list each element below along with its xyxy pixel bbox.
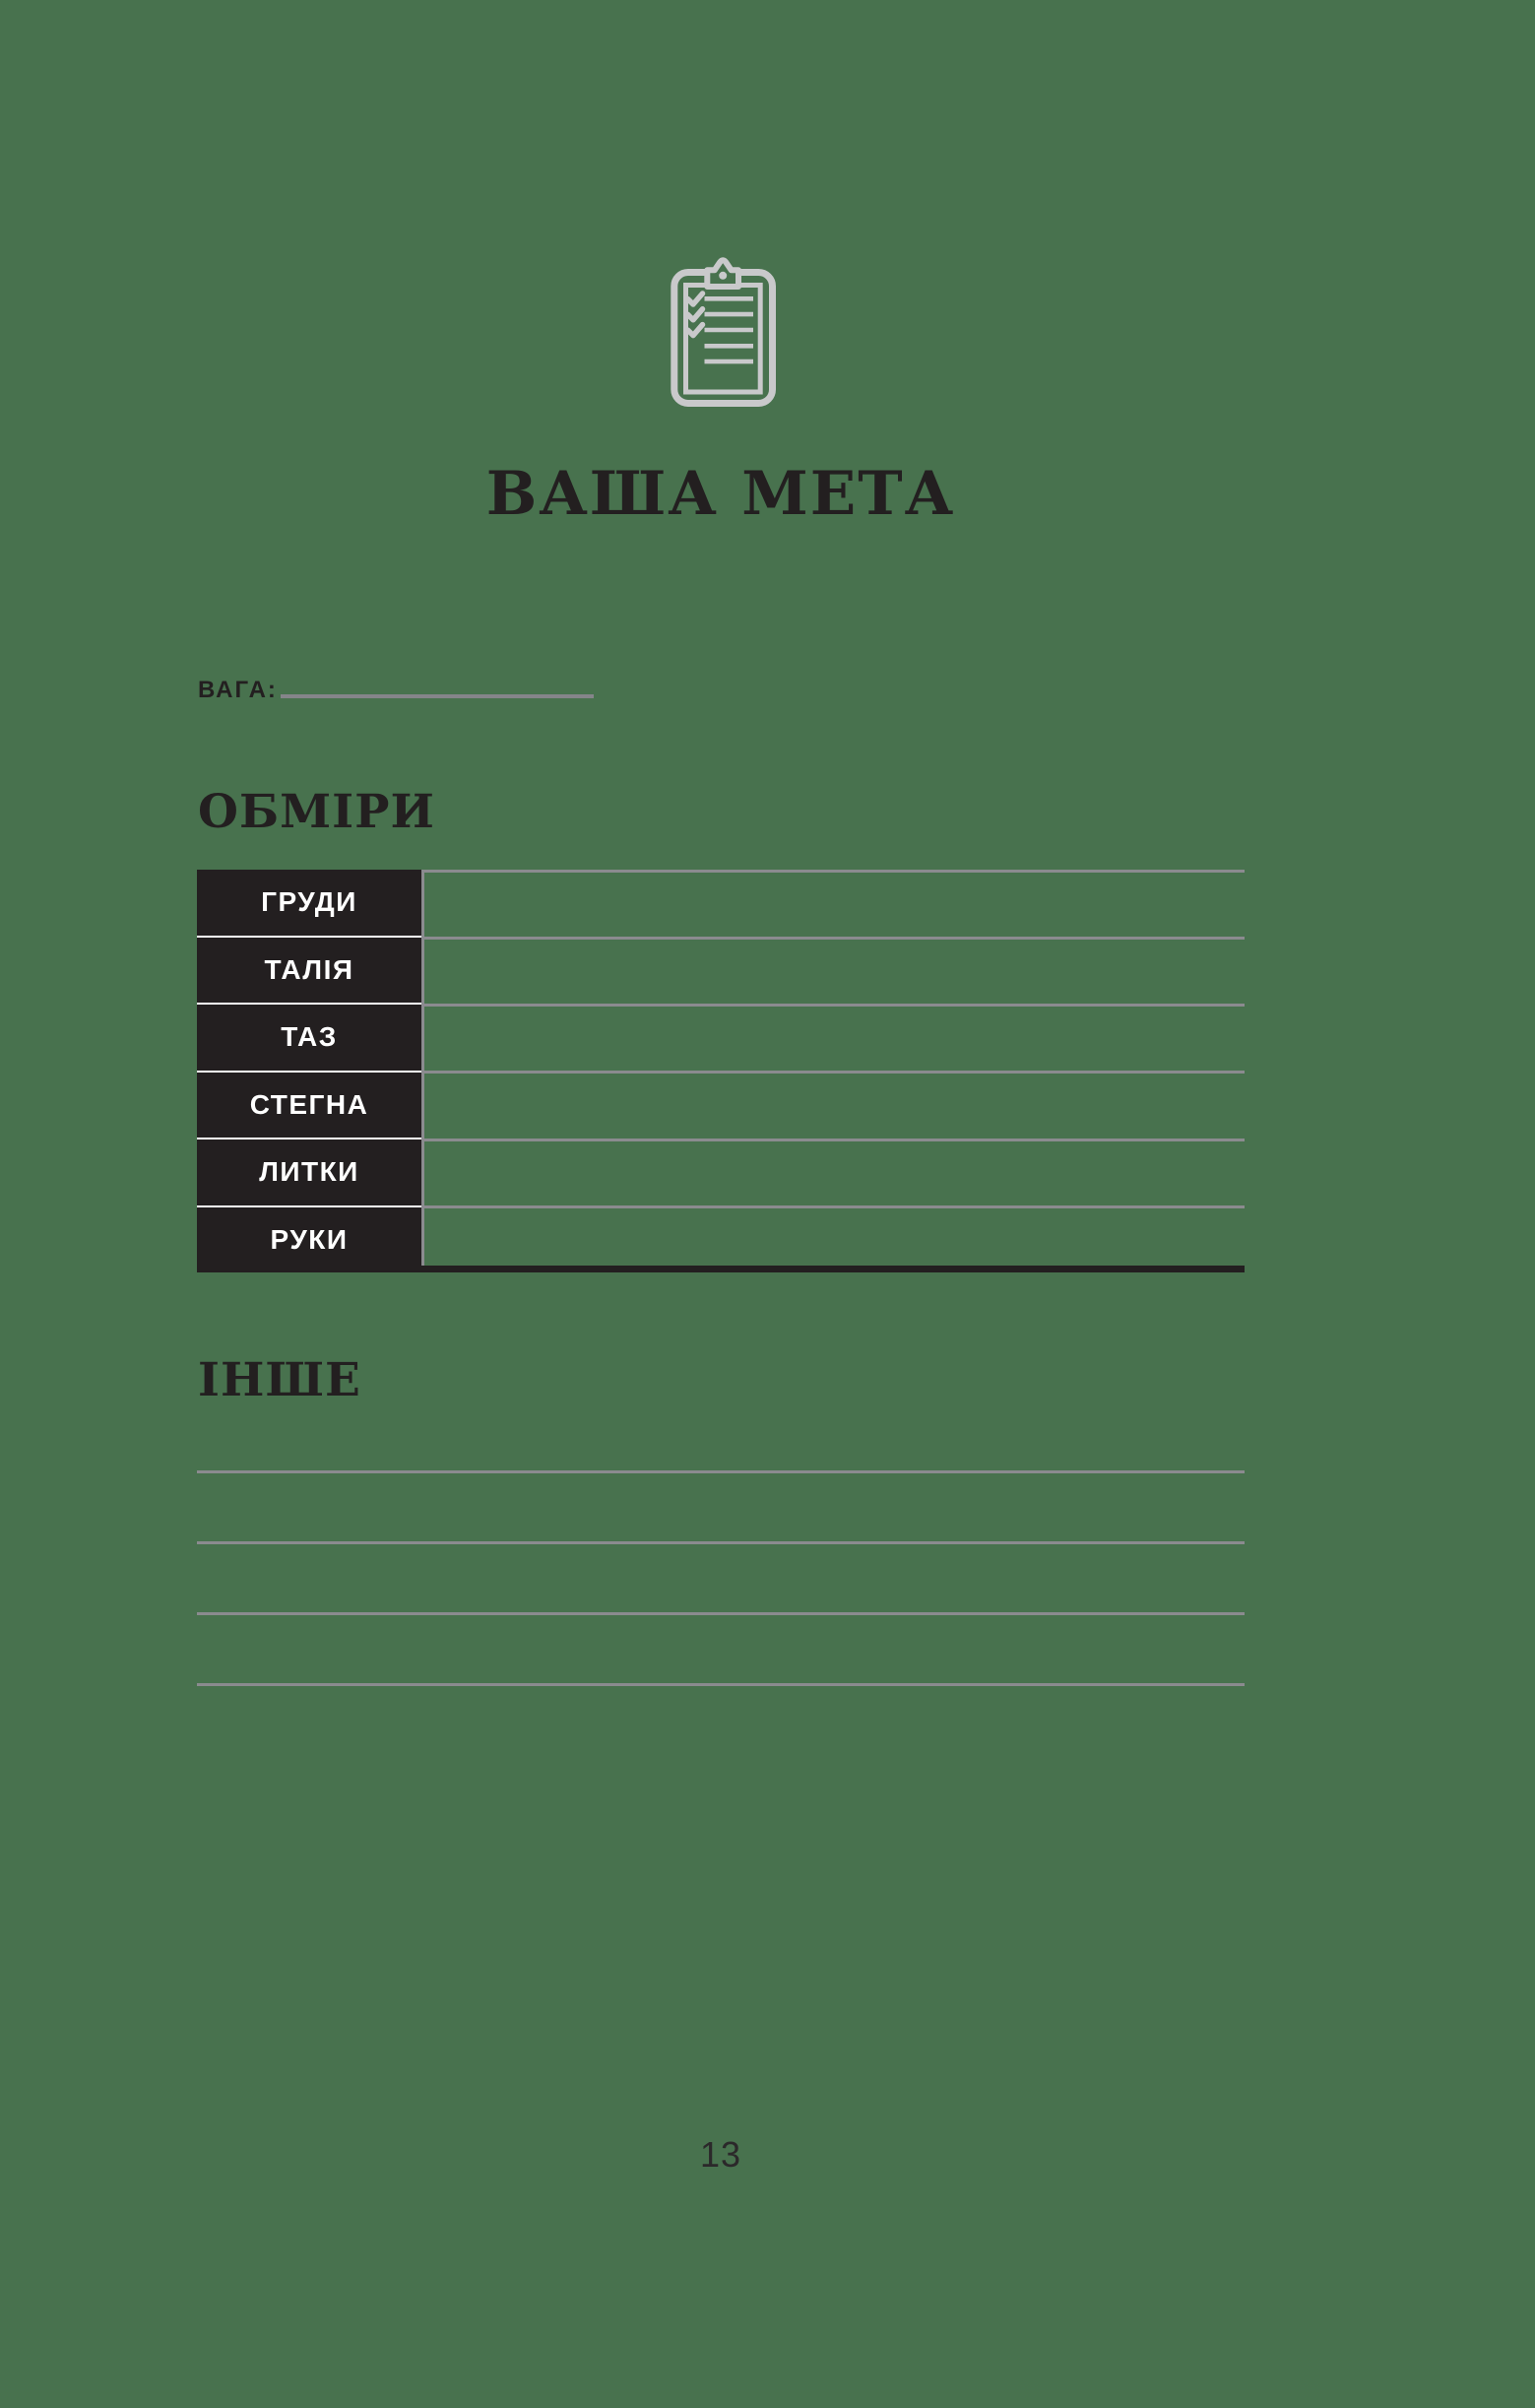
other-blank-line[interactable] <box>197 1683 1245 1686</box>
other-blank-line[interactable] <box>197 1541 1245 1544</box>
measurement-value-cell[interactable] <box>421 1071 1245 1139</box>
row-label-hips: ТАЗ <box>197 1003 421 1071</box>
row-label-waist: ТАЛІЯ <box>197 936 421 1004</box>
table-bottom-rule <box>421 1266 1245 1272</box>
measurement-value-cell[interactable] <box>421 870 1245 937</box>
measurements-heading: ОБМІРИ <box>198 785 435 839</box>
row-label-thighs: СТЕГНА <box>197 1071 421 1139</box>
other-heading: ІНШЕ <box>198 1353 361 1407</box>
clipboard-checklist-icon <box>668 254 779 410</box>
weight-label: ВАГА: <box>198 677 278 703</box>
measurement-value-cell[interactable] <box>421 1139 1245 1205</box>
measurements-table <box>197 870 1245 1272</box>
measurements-label-column <box>197 870 421 1272</box>
table-vertical-rule <box>421 870 424 1266</box>
row-label-chest: ГРУДИ <box>261 886 357 918</box>
other-blank-line[interactable] <box>197 1470 1245 1473</box>
other-blank-line[interactable] <box>197 1612 1245 1615</box>
page-title: ВАША МЕТА <box>485 459 956 529</box>
row-label-calves: ЛИТКИ <box>197 1138 421 1205</box>
measurement-value-cell[interactable] <box>421 1004 1245 1071</box>
measurement-value-cell[interactable] <box>421 1205 1245 1266</box>
weight-input-line[interactable] <box>281 694 594 698</box>
row-label-arms: РУКИ <box>197 1205 421 1273</box>
page-number: 13 <box>699 2134 742 2175</box>
measurements-value-column <box>421 870 1245 1272</box>
measurement-value-cell[interactable] <box>421 937 1245 1004</box>
